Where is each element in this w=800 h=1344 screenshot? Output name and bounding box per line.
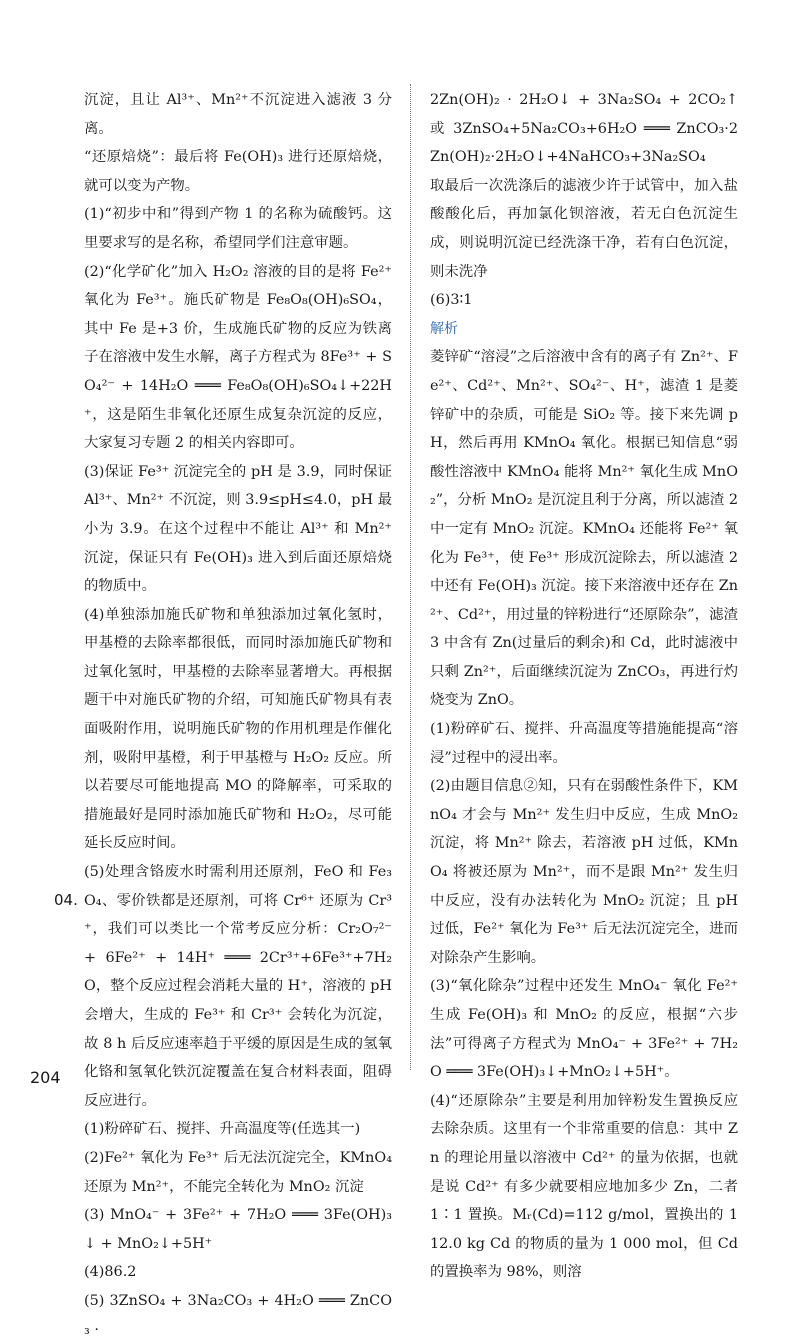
left-para-4: (2)“化学矿化”加入 H₂O₂ 溶液的目的是将 Fe²⁺ 氧化为 Fe³⁺。施氏矿物是 Fe₈O₈(OH)₆SO₄，其中 Fe 是+3 价，生成施氏矿物的反应为铁离子在溶液中发生水解，离子方程式为 8Fe³⁺ + SO₄²⁻ + 14H₂O ═══ Fe₈O₈(OH)₆SO₄↓+22H⁺，这是陌生非氧化还原生成复杂沉淀的反应，大家复习专题 2 的相关内容即可。 xyxy=(84,263,392,452)
left-para-5: (3)保证 Fe³⁺ 沉淀完全的 pH 是 3.9，同时保证 Al³⁺、Mn²⁺ 不沉淀，则 3.9≤pH≤4.0，pH 最小为 3.9。在这个过程中不能让 Al³⁺ 和 Mn²⁺ 沉淀，保证只有 Fe(OH)₃ 进入到后面还原焙烧的物质中。 xyxy=(84,463,392,595)
analysis-1: (1)粉碎矿石、搅拌、升高温度等措施能提高“溶浸”过程中的浸出率。 xyxy=(430,721,738,766)
section-label: 解析 xyxy=(430,320,458,337)
answer-5-cont: 2Zn(OH)₂ · 2H₂O↓ + 3Na₂SO₄ + 2CO₂↑ 或 3ZnSO₄+5Na₂CO₃+6H₂O ═══ ZnCO₃·2Zn(OH)₂·2H₂O↓+4NaHCO₃+3Na₂SO₄ xyxy=(430,92,738,166)
right-column xyxy=(430,86,738,1287)
left-para-3: (1)“初步中和”得到产物 1 的名称为硫酸钙。这里要求写的是名称，希望同学们注意审题。 xyxy=(84,206,392,251)
column-divider xyxy=(410,84,411,1070)
left-column xyxy=(84,86,392,1344)
analysis-3: (3)“氧化除杂”过程中还发生 MnO₄⁻ 氧化 Fe²⁺ 生成 Fe(OH)₃ 和 MnO₂ 的反应，根据“六步法”可得离子方程式为 MnO₄⁻ + 3Fe²⁺ + 7H₂O ═══ 3Fe(OH)₃↓+MnO₂↓+5H⁺。 xyxy=(430,978,738,1081)
analysis-2: (2)由题目信息②知，只有在弱酸性条件下，KMnO₄ 才会与 Mn²⁺ 发生归中反应，生成 MnO₂ 沉淀，将 Mn²⁺ 除去，若溶液 pH 过低，KMnO₄ 将被还原为 Mn²⁺，而不是跟 Mn²⁺ 发生归中反应，没有办法转化为 MnO₂ 沉淀；且 pH 过低，Fe²⁺ 氧化为 Fe³⁺ 后无法沉淀完全，进而对除杂产生影响。 xyxy=(430,778,738,966)
left-para-2: “还原焙烧”：最后将 Fe(OH)₃ 进行还原焙烧，就可以变为产物。 xyxy=(84,149,392,194)
left-para-7: (5)处理含铬废水时需利用还原剂，FeO 和 Fe₃O₄、零价铁都是还原剂，可将 Cr⁶⁺ 还原为 Cr³⁺，我们可以类比一个常考反应分析：Cr₂O₇²⁻ + 6Fe²⁺ + 14H⁺ ═══ 2Cr³⁺+6Fe³⁺+7H₂O，整个反应过程会消耗大量的 H⁺，溶液的 pH 会增大，生成的 Fe³⁺ 和 Cr³⁺ 会转化为沉淀，故 8 h 后反应速率趋于平缓的原因是生成的氢氧化铬和氢氧化铁沉淀覆盖在复合材料表面，阻碍反应进行。 xyxy=(84,864,392,1109)
analysis-intro: 菱锌矿“溶浸”之后溶液中含有的离子有 Zn²⁺、Fe²⁺、Cd²⁺、Mn²⁺、SO₄²⁻、H⁺，滤渣 1 是菱锌矿中的杂质，可能是 SiO₂ 等。接下来先调 pH，然后再用 KMnO₄ 氧化。根据已知信息“弱酸性溶液中 KMnO₄ 能将 Mn²⁺ 氧化生成 MnO₂”，分析 MnO₂ 是沉淀且利于分离，所以滤渣 2 中一定有 MnO₂ 沉淀。KMnO₄ 还能将 Fe²⁺ 氧化为 Fe³⁺，使 Fe³⁺ 形成沉淀除去，所以滤渣 2 中还有 Fe(OH)₃ 沉淀。接下来溶液中还存在 Zn²⁺、Cd²⁺，用过量的锌粉进行“还原除杂”，滤渣 3 中含有 Zn(过量后的剩余)和 Cd，此时滤液中只剩 Zn²⁺，后面继续沉淀为 ZnCO₃，再进行灼烧变为 ZnO。 xyxy=(430,349,738,709)
analysis-4: (4)“还原除杂”主要是利用加锌粉发生置换反应去除杂质。这里有一个非常重要的信息：其中 Zn 的理论用量以溶液中 Cd²⁺ 的量为依据，也就是说 Cd²⁺ 有多少就要相应地加多少 Zn，二者 1∶1 置换。Mᵣ(Cd)=112 g/mol，置换出的 112.0 kg Cd 的物质的量为 1 000 mol，但 Cd 的置换率为 98%，则溶 xyxy=(430,1092,738,1281)
answer-1: (1)粉碎矿石、搅拌、升高温度等(任选其一) xyxy=(84,1121,361,1138)
question-number: 04. xyxy=(54,891,78,909)
answer-6: (6)3∶1 xyxy=(430,292,473,309)
left-para-1: 沉淀，且让 Al³⁺、Mn²⁺不沉淀进入滤液 3 分离。 xyxy=(84,92,392,137)
page-number: 204 xyxy=(30,1068,61,1087)
washing-test: 取最后一次洗涤后的滤液少许于试管中，加入盐酸酸化后，再加氯化钡溶液，若无白色沉淀生成，则说明沉淀已经洗涤干净，若有白色沉淀，则未洗净 xyxy=(430,177,738,280)
answer-5-start: (5) 3ZnSO₄ + 3Na₂CO₃ + 4H₂O ═══ ZnCO₃ · xyxy=(84,1292,392,1338)
answer-2: (2)Fe²⁺ 氧化为 Fe³⁺ 后无法沉淀完全，KMnO₄ 还原为 Mn²⁺，不能完全转化为 MnO₂ 沉淀 xyxy=(84,1149,392,1195)
left-para-6: (4)单独添加施氏矿物和单独添加过氧化氢时，甲基橙的去除率都很低，而同时添加施氏矿物和过氧化氢时，甲基橙的去除率显著增大。再根据题干中对施氏矿物的介绍，可知施氏矿物具有表面吸附作用，说明施氏矿物的作用机理是作催化剂，吸附甲基橙，利于甲基橙与 H₂O₂ 反应。所以若要尽可能地提高 MO 的降解率，可采取的措施最好是同时添加施氏矿物和 H₂O₂，尽可能延长反应时间。 xyxy=(84,606,392,852)
answer-3: (3) MnO₄⁻ + 3Fe²⁺ + 7H₂O ═══ 3Fe(OH)₃↓ + MnO₂↓+5H⁺ xyxy=(84,1207,392,1252)
answer-4: (4)86.2 xyxy=(84,1264,137,1281)
